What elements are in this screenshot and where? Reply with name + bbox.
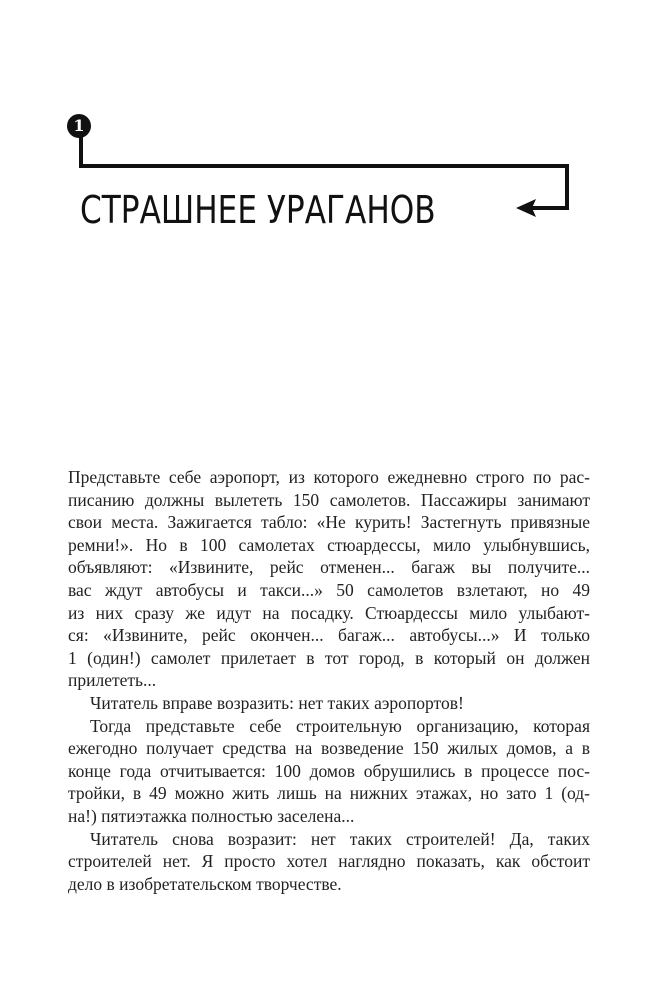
body-text: [68, 466, 590, 895]
text-line: на!) пятиэтажка полностью заселена...: [68, 805, 355, 826]
text-line: прилететь...: [68, 670, 157, 691]
text-line: из них сразу же идут на посадку. Стюардессы мило улыбают-: [68, 602, 590, 623]
text-line: 1 (один!) самолет прилетает в тот город, в который он должен: [68, 647, 590, 668]
text-line: Читатель снова возразит: нет таких строителей! Да, таких: [90, 828, 590, 849]
text-line: свои места. Зажигается табло: «Не курить! Застегнуть привязные: [68, 512, 590, 533]
text-line: тройки, в 49 можно жить лишь на нижних этажах, но зато 1 (од-: [68, 783, 590, 804]
text-line: объявляют: «Извините, рейс отменен... багаж вы получите...: [68, 557, 590, 578]
text-line: Представьте себе аэропорт, из которого ежедневно строго по рас-: [68, 467, 590, 487]
text-line: ремни!». Но в 100 самолетах стюардессы, мило улыбнувшись,: [68, 534, 590, 555]
text-line: вас ждут автобусы и такси...» 50 самолетов взлетают, но 49: [68, 579, 590, 600]
chapter-number: 1: [73, 116, 85, 135]
text-line: ся: «Извините, рейс окончен... багаж... автобусы...» И только: [68, 625, 590, 646]
text-line: ежегодно получает средства на возведение 150 жилых домов, а в: [68, 738, 590, 759]
text-line: писанию должны вылететь 150 самолетов. Пассажиры занимают: [68, 489, 590, 510]
chapter-title: СТРАШНЕЕ УРАГАНОВ: [80, 188, 436, 232]
text-line: Читатель вправе возразить: нет таких аэропортов!: [90, 692, 464, 713]
text-line: дело в изобретательском творчестве.: [68, 873, 342, 894]
text-line: конце года отчитывается: 100 домов обрушились в процессе пос-: [68, 760, 590, 781]
text-line: Тогда представьте себе строительную организацию, которая: [90, 715, 590, 736]
text-line: строителей нет. Я просто хотел наглядно показать, как обстоит: [68, 851, 590, 872]
